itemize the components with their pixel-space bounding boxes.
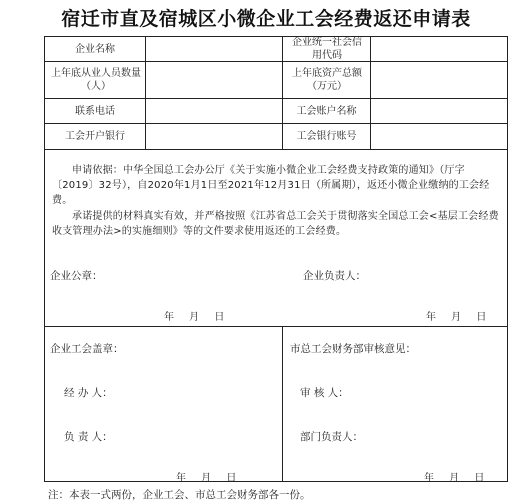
form-title: 宿迁市直及宿城区小微企业工会经费返还申请表 <box>61 8 471 30</box>
union-account-number-value[interactable] <box>371 124 507 149</box>
union-account-name-value[interactable] <box>371 99 507 123</box>
phone-label: 联系电话 <box>75 105 115 117</box>
handler-label: 经 办 人： <box>64 387 113 399</box>
union-head-label: 负 责 人： <box>64 431 113 443</box>
review-date-left: 年 月 日 <box>176 473 237 484</box>
union-bank-value[interactable] <box>146 124 282 149</box>
credit-code-value[interactable] <box>371 37 507 61</box>
review-date-right: 年 月 日 <box>424 473 485 484</box>
application-basis-text: 申请依据：中华全国总工会办公厅《关于实施小微企业工会经费支持政策的通知》（厅字〔2019〕32号），自2020年1月1日至2021年12月31日（所属期），返还小微企业缴纳的工会经费。 <box>52 165 490 206</box>
company-seal-label: 企业公章： <box>50 270 103 282</box>
credit-code-label: 企业统一社会信用代码 <box>292 37 362 61</box>
union-bank-label: 工会开户银行 <box>65 131 125 142</box>
total-assets-label: 上年底资产总额（万元） <box>292 68 362 92</box>
auditor-label: 审 核 人： <box>300 387 349 399</box>
row-divider <box>44 149 508 150</box>
commitment-text: 承诺提供的材料真实有效，并严格按照《江苏省总工会关于贯彻落实全国总工会<基层工会经费收支管理办法>的实施细则》等的文件要求使用返还的工会经费。 <box>52 211 499 237</box>
dept-head-label: 部门负责人： <box>300 431 363 443</box>
column-divider <box>282 326 283 482</box>
application-date-left: 年 月 日 <box>164 312 225 323</box>
employee-count-value[interactable] <box>146 62 282 98</box>
application-date-right: 年 月 日 <box>426 312 487 323</box>
employee-count-label: 上年底从业人员数量（人） <box>51 68 141 92</box>
row-divider <box>44 326 508 327</box>
company-name-value[interactable] <box>146 37 282 61</box>
company-head-label: 企业负责人： <box>303 270 366 282</box>
total-assets-value[interactable] <box>371 62 507 98</box>
form-note: 注：本表一式两份，企业工会、市总工会财务部各一份。 <box>48 489 311 501</box>
union-seal-label: 企业工会盖章： <box>50 343 124 355</box>
company-name-label: 企业名称 <box>75 43 115 55</box>
union-account-name-label: 工会账户名称 <box>296 105 357 117</box>
phone-value[interactable] <box>146 99 282 123</box>
union-account-number-label: 工会银行账号 <box>296 131 357 142</box>
finance-opinion-label: 市总工会财务部审核意见： <box>290 343 416 355</box>
